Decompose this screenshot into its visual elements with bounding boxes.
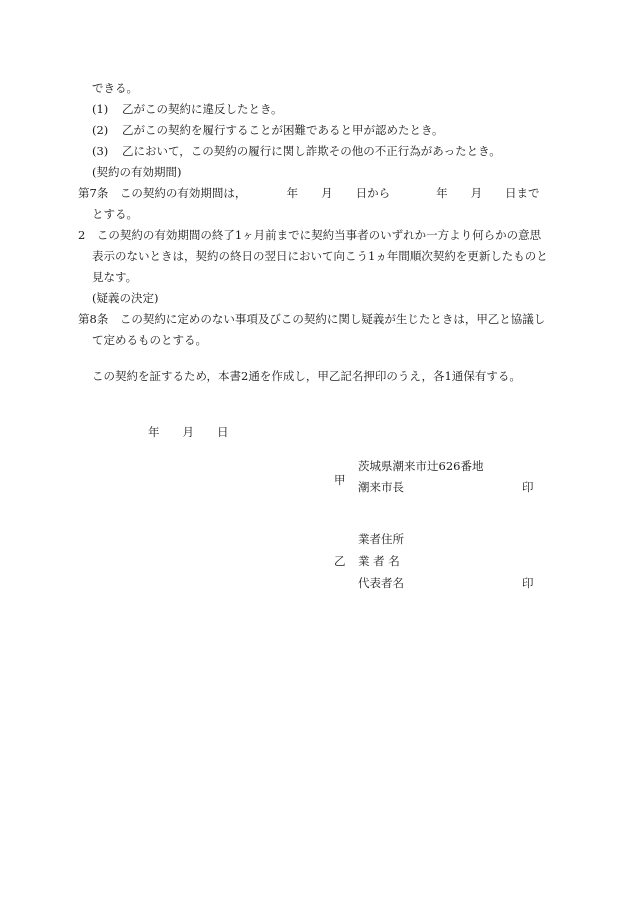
date-line: 年 月 日 — [148, 425, 229, 439]
party-b-seal: 印 — [522, 576, 534, 590]
item-number: (3) — [92, 144, 109, 158]
list-item — [92, 122, 444, 138]
section-caption: (疑義の決定) — [92, 291, 159, 305]
article-8: 第8条 この契約に定めのない事項及びこの契約に関し疑義が生じたときは，甲乙と協議し — [78, 312, 546, 326]
text-line: とする。 — [92, 207, 138, 221]
text-line: 表示のないときは，契約の終日の翌日において向こう1ヵ年間順次契約を更新したものと — [92, 249, 548, 263]
item-text: 乙がこの契約を履行することが困難であると甲が認めたとき。 — [122, 123, 444, 137]
item-number: (2) — [92, 123, 109, 137]
article-7: 第7条 この契約の有効期間は， 年 月 日から 年 月 日まで — [78, 186, 540, 200]
list-item — [92, 143, 501, 159]
party-b-company-label: 業 者 名 — [358, 554, 400, 568]
closing-statement: この契約を証するため，本書2通を作成し，甲乙記名押印のうえ，各1通保有する。 — [92, 369, 521, 383]
party-a-name: 潮来市長 — [358, 480, 404, 494]
list-item — [92, 101, 283, 117]
text-line: できる。 — [92, 81, 138, 95]
party-a-mark: 甲 — [334, 473, 346, 487]
item-text: 乙がこの契約に違反したとき。 — [122, 102, 283, 116]
text-line: 見なす。 — [92, 270, 138, 284]
party-b-rep-label: 代表者名 — [358, 576, 404, 590]
item-number: (1) — [92, 102, 109, 116]
party-b-address-label: 業者住所 — [358, 532, 404, 546]
party-a-address: 茨城県潮来市辻626番地 — [358, 459, 484, 473]
item-text: 乙において，この契約の履行に関し詐欺その他の不正行為があったとき。 — [122, 144, 501, 158]
section-caption: (契約の有効期間) — [92, 165, 182, 179]
paragraph-2: 2 この契約の有効期間の終了1ヶ月前までに契約当事者のいずれか一方より何らかの意思 — [78, 228, 542, 242]
party-a-seal: 印 — [522, 480, 534, 494]
party-b-mark: 乙 — [334, 554, 346, 568]
text-line: て定めるものとする。 — [92, 333, 207, 347]
